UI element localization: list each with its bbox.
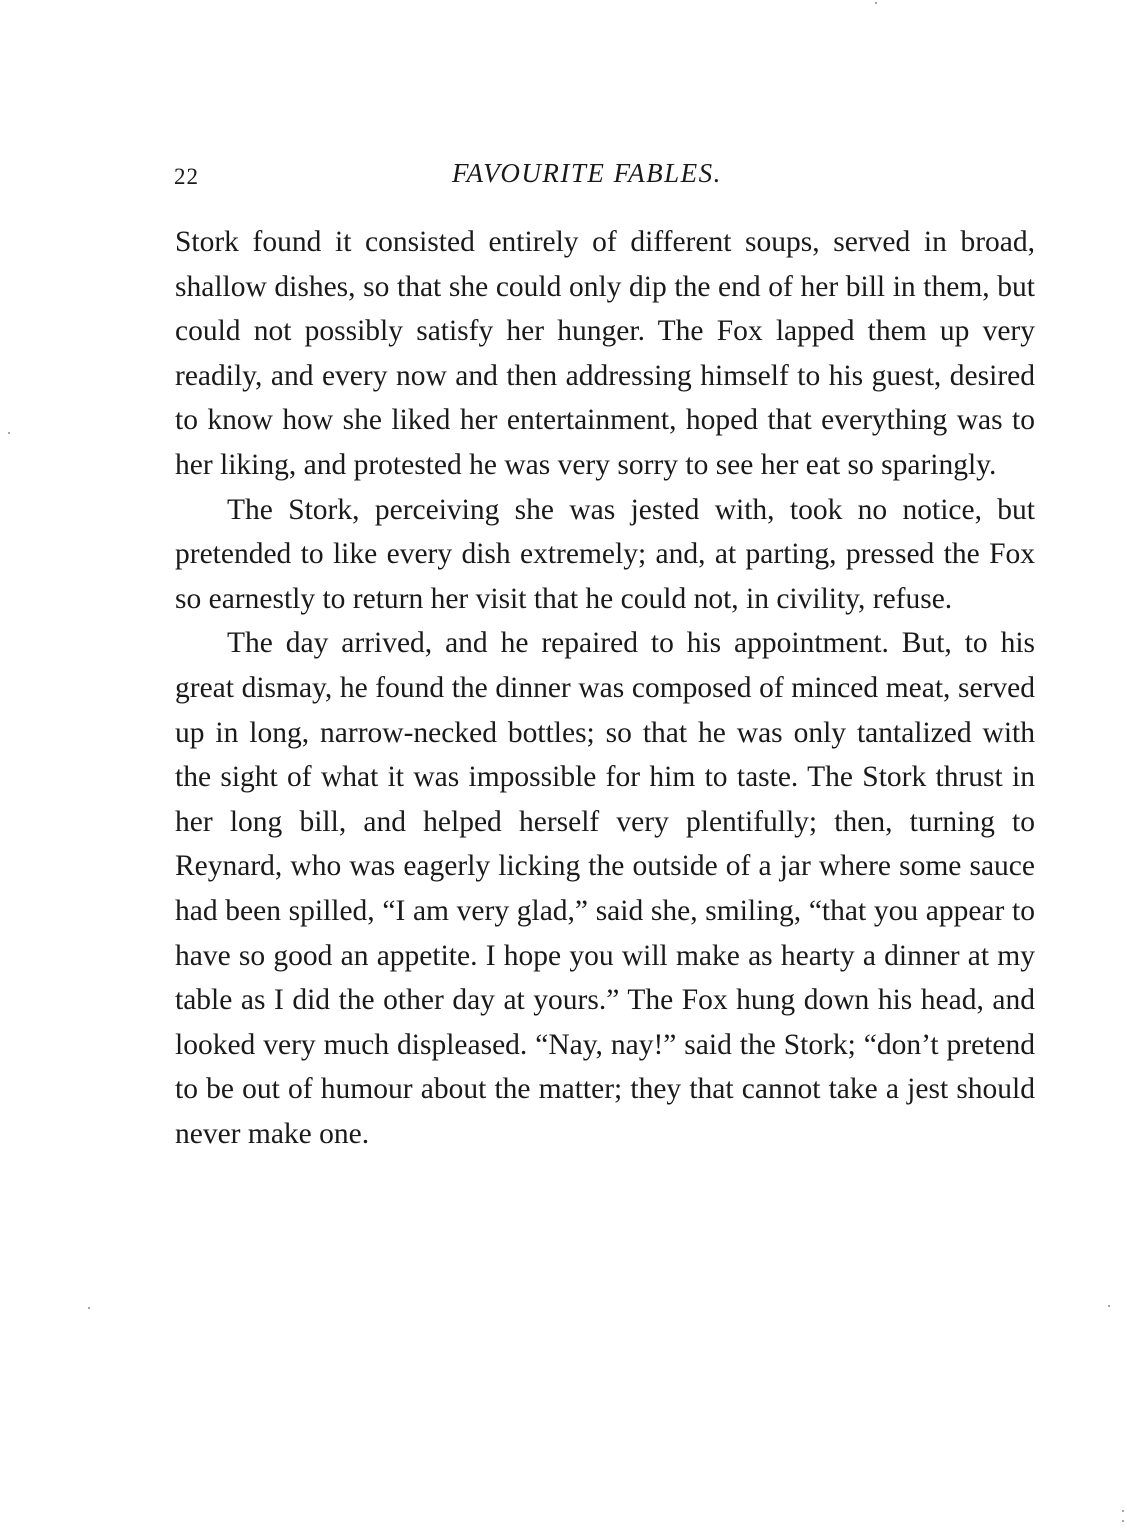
running-title: FAVOURITE FABLES. (452, 158, 722, 188)
page-number: 22 (174, 164, 199, 189)
scan-speck (8, 432, 10, 434)
paragraph-1: Stork found it consisted entirely of different soups, served in broad, shallow dishes, so that she could only dip the end of her bill in them, but could not possibly satisfy her hunger. The Fox lapped them up very readily, and every now and then addressing himself to his guest, desired to know how she liked her entertainment, hoped that everything was to her liking, and protested he was very sorry to see her eat so sparingly. (175, 226, 1035, 481)
scan-speck (1122, 1510, 1124, 1512)
scan-speck (1122, 1520, 1124, 1522)
scan-speck (88, 1307, 90, 1309)
scan-speck (1108, 1305, 1110, 1307)
paragraph-2: The Stork, perceiving she was jested with, took no notice, but pretended to like every dish extremely; and, at parting, pressed the Fox so earnestly to return her visit that he could not, in civility, refuse. (175, 493, 1035, 615)
paragraph-3: The day arrived, and he repaired to his appointment. But, to his great dismay, he found the dinner was composed of minced meat, served up in long, narrow-necked bottles; so that he was only tantalized with the sight of what it was impossible for him to taste. The Stork thrust in her long bill, and helped herself very plentifully; then, turning to Reynard, who was eagerly licking the outside of a jar where some sauce had been spilled, “I am very glad,” said she, smiling, “that you appear to have so good an appetite. I hope you will make as hearty a dinner at my table as I did the other day at yours.” The Fox hung down his head, and looked very much displeased. “Nay, nay!” said the Stork; “don’t pretend to be out of humour about the matter; they that cannot take a jest should never make one. (175, 627, 1035, 1150)
body-text (175, 220, 1035, 1156)
scan-speck (875, 2, 877, 4)
page-header (174, 158, 1034, 194)
